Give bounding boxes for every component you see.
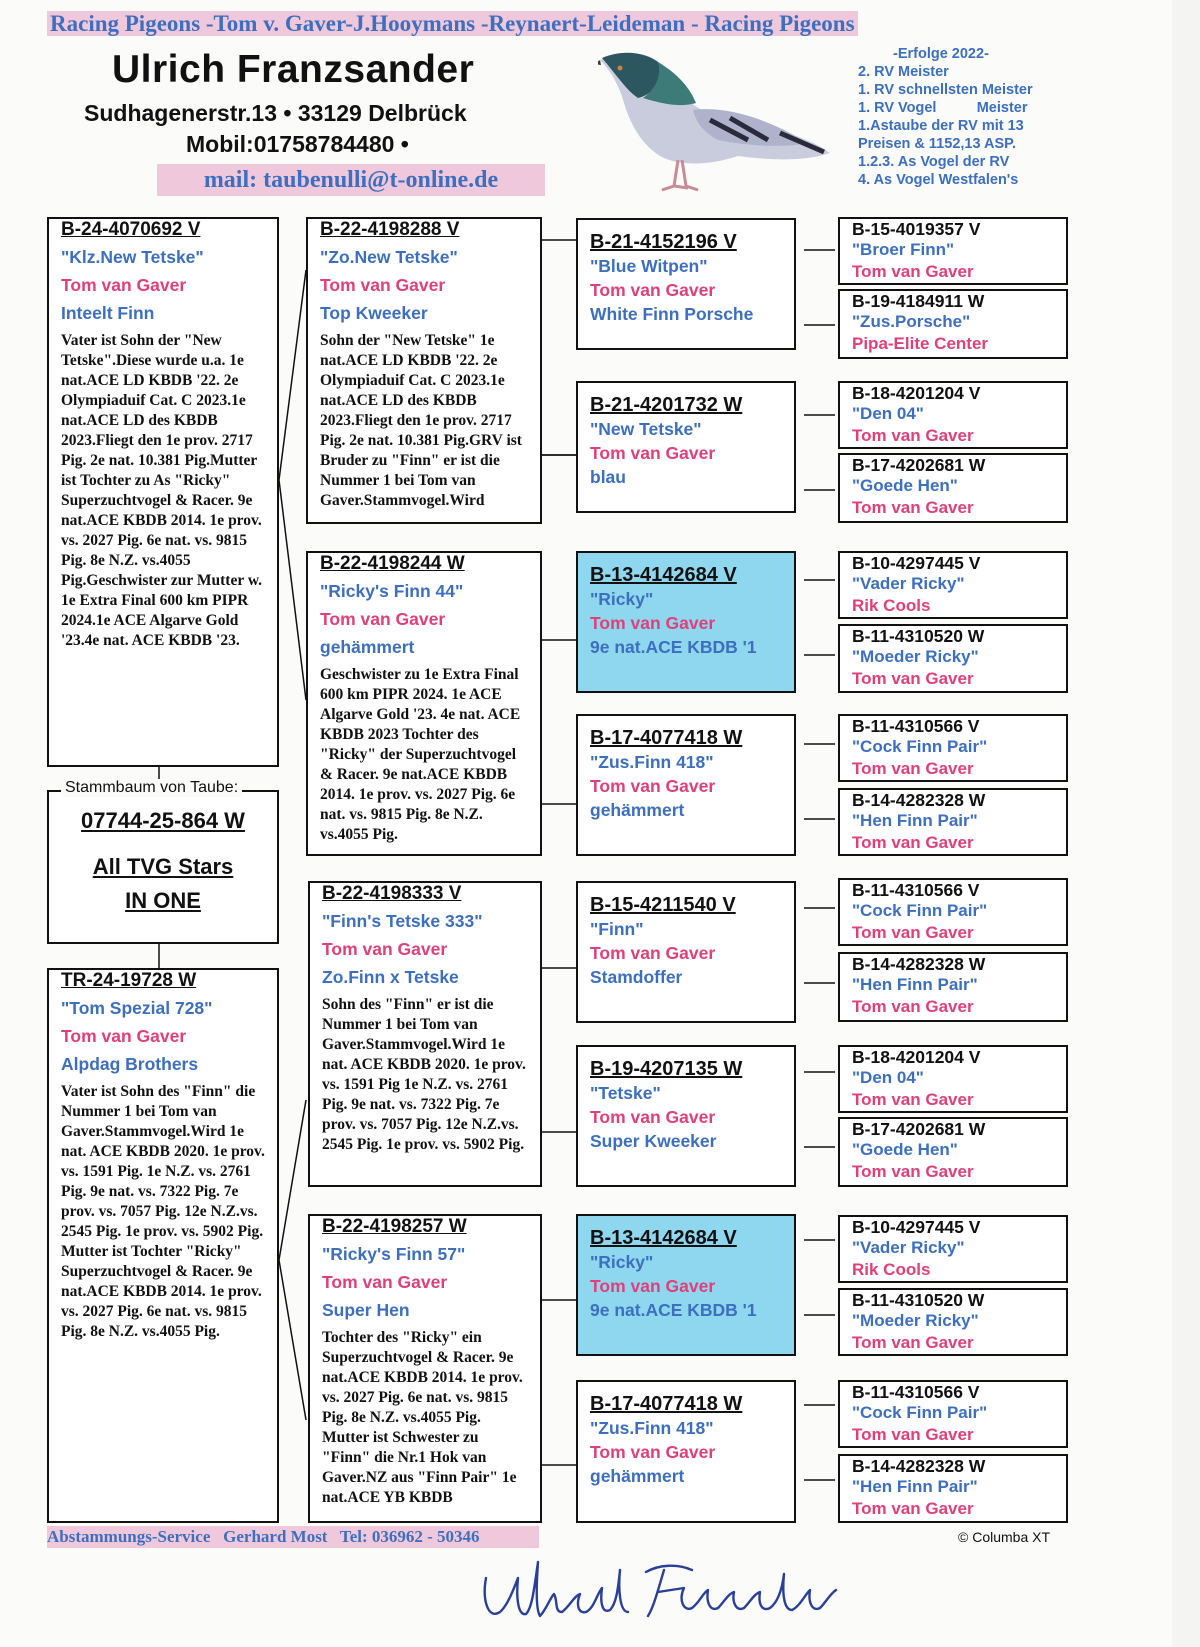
erfolge-heading: -Erfolge 2022- — [893, 46, 989, 62]
pigeon-name: "Tom Spezial 728" — [61, 998, 213, 1018]
breeder-name: Tom van Gaver — [852, 1333, 974, 1352]
pigeon-name: "Moeder Ricky" — [852, 647, 979, 666]
breeder-name: Tom van Gaver — [852, 923, 974, 942]
ring-number: B-11-4310520 W — [852, 626, 985, 646]
stammbaum-ring: 07744-25-864 W — [81, 808, 245, 833]
breeder-name: Tom van Gaver — [852, 1499, 974, 1518]
pigeon-name: "Goede Hen" — [852, 476, 958, 495]
breeder-name: Tom van Gaver — [852, 498, 974, 517]
pigeon-extra: Super Hen — [322, 1300, 410, 1320]
pigeon-name: "Zus.Finn 418" — [590, 1418, 714, 1438]
pigeon-extra: Top Kweeker — [320, 303, 428, 323]
banner-text: Racing Pigeons -Tom v. Gaver-J.Hooymans -Reynaert-Leideman - Racing Pigeons — [47, 11, 858, 36]
breeder-name: Tom van Gaver — [322, 939, 448, 959]
ring-number: B-17-4077418 W — [590, 1393, 743, 1415]
footer-service: Abstammungs-Service Gerhard Most Tel: 036962 - 50346 — [47, 1526, 539, 1548]
ancestor-card — [838, 1380, 1068, 1448]
pigeon-name: "Cock Finn Pair" — [852, 1403, 988, 1422]
great-grandparent-card — [576, 1380, 796, 1523]
pigeon-description: Geschwister zu 1e Extra Final 600 km PIPR 2024. 1e ACE Algarve Gold '23. 4e nat. ACE KBDB 2023 Tochter des "Ricky" der Superzuchtvogel & Racer. 9e nat.ACE KBDB 2014. 1e prov. vs. 2027 Pig. 6e nat. vs. 9815 Pig. 8e N.Z. vs.4055 Pig. — [320, 666, 521, 843]
stammbaum-line2: IN ONE — [125, 888, 201, 913]
breeder-name: Tom van Gaver — [590, 943, 716, 963]
ring-number: B-18-4201204 V — [852, 383, 981, 403]
erfolge-list — [858, 45, 1098, 189]
ring-number: B-11-4310520 W — [852, 1290, 985, 1310]
ancestor-card — [838, 1454, 1068, 1523]
pigeon-extra: gehämmert — [590, 800, 685, 820]
grandparent-card — [306, 551, 542, 856]
pigeon-name: "Ricky" — [590, 1252, 654, 1272]
ancestor-card — [838, 289, 1068, 359]
ring-number: TR-24-19728 W — [61, 970, 197, 991]
great-grandparent-card-highlighted — [576, 1214, 796, 1356]
ring-number: B-18-4201204 V — [852, 1047, 981, 1067]
ring-number: B-19-4207135 W — [590, 1058, 743, 1080]
breeder-name: Tom van Gaver — [590, 1107, 716, 1127]
breeder-name: Tom van Gaver — [320, 609, 446, 629]
pigeon-name: "Cock Finn Pair" — [852, 737, 988, 756]
ancestor-card — [838, 551, 1068, 619]
great-grandparent-card — [576, 714, 796, 856]
erfolge-line: 1.2.3. As Vogel der RV — [858, 154, 1010, 170]
pigeon-description: Sohn der "New Tetske" 1e nat.ACE LD KBDB '22. 2e Olympiaduif Cat. C 2023.1e nat.ACE LD des KBDB 2023.Fliegt den 1e prov. 2717 Pig. 2e nat. 10.381 Pig.GRV ist Bruder zu "Finn" er ist die Nummer 1 bei Tom van Gaver.Stammvogel.Wird — [320, 332, 522, 509]
ancestor-card — [838, 714, 1068, 782]
erfolge-line: Preisen & 1152,13 ASP. — [858, 136, 1016, 152]
stammbaum-legend: Stammbaum von Taube: — [61, 779, 242, 797]
ancestor-card — [838, 1117, 1068, 1187]
ring-number: B-17-4202681 W — [852, 455, 986, 475]
erfolge-line: 1.Astaube der RV mit 13 — [858, 118, 1024, 134]
erfolge-line: 1. RV schnellsten Meister — [858, 82, 1033, 98]
pigeon-name: "Hen Finn Pair" — [852, 975, 978, 994]
breeder-name: Tom van Gaver — [852, 1090, 974, 1109]
ancestor-card — [838, 1045, 1068, 1113]
ring-number: B-11-4310566 V — [852, 1382, 980, 1402]
grandparent-card — [308, 881, 542, 1187]
pigeon-name: "New Tetske" — [590, 419, 702, 439]
ring-number: B-13-4142684 V — [590, 1227, 737, 1249]
breeder-name: Pipa-Elite Center — [852, 334, 989, 353]
owner-mail: mail: taubenulli@t-online.de — [157, 164, 545, 196]
pigeon-name: "Cock Finn Pair" — [852, 901, 988, 920]
pigeon-name: "Ricky" — [590, 589, 654, 609]
ancestor-card — [838, 624, 1068, 693]
breeder-name: Tom van Gaver — [590, 443, 716, 463]
pigeon-name: "Ricky's Finn 57" — [322, 1244, 466, 1264]
ring-number: B-15-4211540 V — [590, 894, 736, 916]
pigeon-description: Tochter des "Ricky" ein Superzuchtvogel & Racer. 9e nat.ACE KBDB 2014. 1e prov. vs. 2027 Pig. 6e nat. vs. 9815 Pig. 8e N.Z. vs.4055 Pig. Mutter ist Schwester zu "Finn" die Nr.1 Hok van Gaver.NZ aus "Finn Pair" 1e nat.ACE YB KBDB — [322, 1329, 523, 1506]
pigeon-extra: blau — [590, 467, 626, 487]
pigeon-name: "Den 04" — [852, 404, 924, 423]
ring-number: B-11-4310566 V — [852, 716, 980, 736]
pigeon-name: "Finn's Tetske 333" — [322, 911, 483, 931]
breeder-name: Tom van Gaver — [322, 1272, 448, 1292]
ring-number: B-17-4077418 W — [590, 727, 743, 749]
copyright: © Columba XT — [958, 1529, 1051, 1545]
pigeon-description: Sohn des "Finn" er ist die Nummer 1 bei Tom van Gaver.Stammvogel.Wird 1e nat. ACE KBDB 2020. 1e prov. vs. 1591 Pig 1e N.Z. vs. 2761 Pig. 9e nat. vs. 7322 Pig. 7e prov. vs. 7057 Pig. 12e N.Z.vs. 2545 Pig. 1e prov. vs. 5902 Pig. — [322, 996, 526, 1153]
pigeon-name: "Tetske" — [590, 1083, 661, 1103]
pigeon-extra: gehämmert — [590, 1466, 685, 1486]
pigeon-name: "Broer Finn" — [852, 240, 955, 259]
father-card — [47, 217, 279, 767]
pigeon-name: "Klz.New Tetske" — [61, 247, 204, 267]
grandparent-card — [306, 217, 542, 524]
owner-address: Sudhagenerstr.13 • 33129 Delbrück — [84, 100, 467, 126]
great-grandparent-card — [576, 1045, 796, 1187]
pigeon-name: "Blue Witpen" — [590, 256, 708, 276]
breeder-name: Tom van Gaver — [590, 613, 716, 633]
breeder-name: Tom van Gaver — [852, 997, 974, 1016]
ring-number: B-24-4070692 V — [61, 219, 201, 240]
pigeon-description: Vater ist Sohn der "New Tetske".Diese wurde u.a. 1e nat.ACE LD KBDB '22. 2e Olympiaduif Cat. C 2023.1e nat.ACE LD des KBDB 2023.Fliegt den 1e prov. 2717 Pig. 2e nat. 10.381 Pig.Mutter ist Tochter zu As "Ricky" Superzuchtvogel & Racer. 9e nat.ACE KBDB 2014. 1e prov. vs. 2027 Pig. 6e nat. vs. 9815 Pig. 8e N.Z. vs.4055 Pig.Geschwister zur Mutter w. 1e Extra Final 600 km PIPR 2024.1e ACE Algarve Gold '23.4e nat. ACE KBDB '23. — [61, 332, 263, 649]
ring-number: B-15-4019357 V — [852, 219, 981, 239]
ring-number: B-10-4297445 V — [852, 553, 981, 573]
pigeon-name: "Zo.New Tetske" — [320, 247, 458, 267]
stammbaum-title — [47, 850, 279, 918]
pigeon-extra: Zo.Finn x Tetske — [322, 967, 459, 987]
pigeon-extra: 9e nat.ACE KBDB '1 — [590, 637, 757, 657]
erfolge-line: 1. RV Vogel Meister — [858, 100, 1028, 116]
pigeon-extra: gehämmert — [320, 637, 415, 657]
pigeon-extra: Stamdoffer — [590, 967, 683, 987]
ring-number: B-21-4201732 W — [590, 394, 743, 416]
breeder-name: Tom van Gaver — [852, 669, 974, 688]
header-banner — [47, 11, 1065, 37]
pigeon-name: "Vader Ricky" — [852, 1238, 965, 1257]
pigeon-extra: White Finn Porsche — [590, 304, 754, 324]
ancestor-card — [838, 217, 1068, 285]
ring-number: B-14-4282328 W — [852, 1456, 986, 1476]
pigeon-extra: Super Kweeker — [590, 1131, 717, 1151]
great-grandparent-card — [576, 381, 796, 513]
mother-card — [47, 968, 279, 1523]
ancestor-card — [838, 788, 1068, 856]
pigeon-description: Vater ist Sohn des "Finn" die Nummer 1 bei Tom van Gaver.Stammvogel.Wird 1e nat. ACE KBDB 2020. 1e prov. vs. 1591 Pig. 1e N.Z. vs. 2761 Pig. 9e nat. vs. 7322 Pig. 7e prov. vs. 7057 Pig. 12e N.Z.vs. 2545 Pig. 1e prov. vs. 5902 Pig. Mutter ist Tochter "Ricky" Superzuchtvogel & Racer. 9e nat.ACE KBDB 2014. 1e prov. vs. 2027 Pig. 6e nat. vs. 9815 Pig. 8e N.Z. vs.4055 Pig. — [61, 1083, 265, 1340]
ring-number: B-14-4282328 W — [852, 790, 986, 810]
breeder-name: Tom van Gaver — [852, 759, 974, 778]
breeder-name: Tom van Gaver — [852, 833, 974, 852]
pigeon-name: "Finn" — [590, 919, 644, 939]
pigeon-name: "Goede Hen" — [852, 1140, 958, 1159]
pigeon-name: "Moeder Ricky" — [852, 1311, 979, 1330]
breeder-name: Tom van Gaver — [61, 275, 187, 295]
ring-number: B-13-4142684 V — [590, 564, 737, 586]
pigeon-name: "Hen Finn Pair" — [852, 811, 978, 830]
erfolge-line: 4. As Vogel Westfalen's — [858, 172, 1019, 188]
pigeon-name: "Hen Finn Pair" — [852, 1477, 978, 1496]
pigeon-name: "Zus.Finn 418" — [590, 752, 714, 772]
breeder-name: Tom van Gaver — [590, 1442, 716, 1462]
pigeon-extra: Inteelt Finn — [61, 303, 155, 323]
ancestor-card — [838, 453, 1068, 523]
handwritten-signature — [478, 1550, 838, 1630]
ring-number: B-22-4198244 W — [320, 553, 465, 574]
breeder-name: Tom van Gaver — [852, 426, 974, 445]
ring-number: B-21-4152196 V — [590, 231, 737, 253]
ancestor-card — [838, 381, 1068, 449]
breeder-name: Tom van Gaver — [852, 262, 974, 281]
grandparent-card — [308, 1214, 542, 1523]
ring-number: B-19-4184911 W — [852, 291, 985, 311]
great-grandparent-card-highlighted — [576, 551, 796, 693]
ring-number: B-22-4198288 V — [320, 219, 460, 240]
pigeon-illustration — [598, 48, 833, 208]
ring-number: B-22-4198257 W — [322, 1216, 467, 1237]
owner-name: Ulrich Franzsander — [112, 48, 475, 91]
breeder-name: Tom van Gaver — [852, 1162, 974, 1181]
breeder-name: Tom van Gaver — [852, 1425, 974, 1444]
pigeon-name: "Zus.Porsche" — [852, 312, 971, 331]
pigeon-name: "Ricky's Finn 44" — [320, 581, 464, 601]
breeder-name: Tom van Gaver — [590, 1276, 716, 1296]
great-grandparent-card — [576, 881, 796, 1023]
pigeon-extra: Alpdag Brothers — [61, 1054, 199, 1074]
ring-number: B-10-4297445 V — [852, 1217, 981, 1237]
breeder-name: Rik Cools — [852, 1260, 931, 1279]
ring-number: B-17-4202681 W — [852, 1119, 986, 1139]
breeder-name: Tom van Gaver — [61, 1026, 187, 1046]
ring-number: B-22-4198333 V — [322, 883, 462, 904]
ring-number: B-11-4310566 V — [852, 880, 980, 900]
ancestor-card — [838, 1215, 1068, 1283]
breeder-name: Tom van Gaver — [590, 776, 716, 796]
breeder-name: Tom van Gaver — [320, 275, 446, 295]
owner-mobile: Mobil:01758784480 • — [186, 131, 409, 157]
breeder-name: Tom van Gaver — [590, 280, 716, 300]
great-grandparent-card — [576, 218, 796, 350]
pigeon-extra: 9e nat.ACE KBDB '1 — [590, 1300, 757, 1320]
breeder-name: Rik Cools — [852, 596, 931, 615]
pigeon-name: "Den 04" — [852, 1068, 924, 1087]
ancestor-card — [838, 952, 1068, 1022]
stammbaum-line1: All TVG Stars — [92, 854, 234, 879]
pigeon-name: "Vader Ricky" — [852, 574, 965, 593]
erfolge-line: 2. RV Meister — [858, 64, 949, 80]
ancestor-card — [838, 878, 1068, 946]
ancestor-card — [838, 1288, 1068, 1356]
ring-number: B-14-4282328 W — [852, 954, 986, 974]
